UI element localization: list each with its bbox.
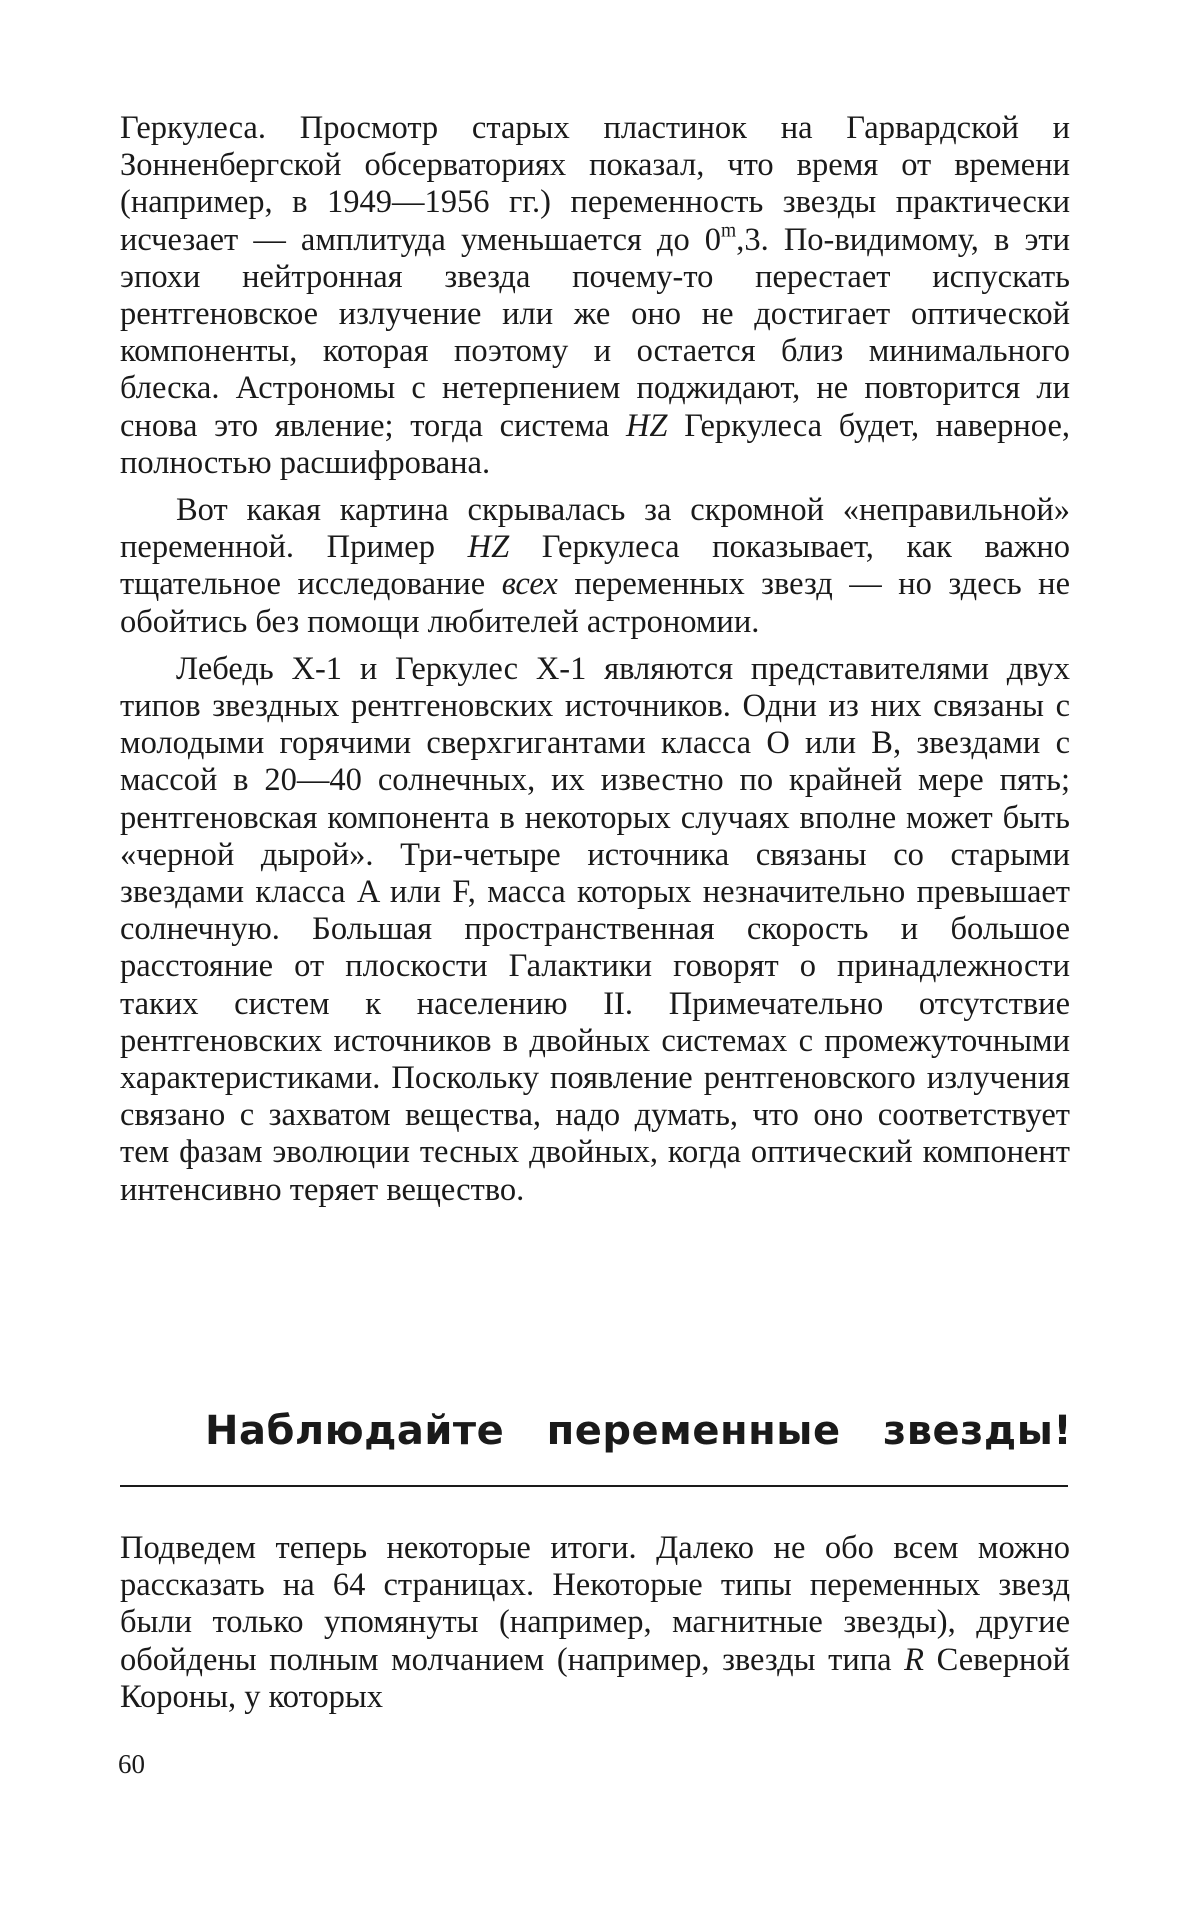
page-number: 60: [118, 1749, 145, 1779]
paragraph-1: [120, 110, 1070, 482]
main-text: [120, 110, 1070, 1209]
paragraph-2: [120, 492, 1070, 641]
section-heading: Наблюдайте переменные звезды!: [205, 1408, 1073, 1454]
italic-term: R: [904, 1641, 925, 1678]
paragraph-3: [120, 651, 1070, 1209]
text-run: Северной Короны, у которых: [120, 1641, 1070, 1715]
section-2-paragraph: [120, 1530, 1070, 1716]
text-run: Геркулеса. Просмотр старых пластинок на Гарвардской и Зонненбергской обсерваториях показал, что время от времени (например, в 1949—1956 гг.) переменность звезды практически исчезает — амплитуда уменьшается до 0: [120, 110, 1070, 258]
italic-term: всех: [501, 566, 558, 603]
text-run: Геркулеса будет, наверное, полностью расшифрована.: [120, 407, 1071, 481]
italic-term: HZ: [625, 407, 668, 444]
text-run: Вот какая картина скрывалась за скромной «неправильной» переменной. Пример: [120, 492, 1070, 566]
heading-rule: [120, 1485, 1068, 1487]
text-run: Подведем теперь некоторые итоги. Далеко не обо всем можно рассказать на 64 страницах. Некоторые типы переменных звезд были только упомянуты (например, магнитные звезды), другие обойдены полным молчанием (например, звезды типа: [120, 1530, 1070, 1678]
section-2-text: [120, 1530, 1070, 1716]
italic-term: HZ: [467, 529, 510, 566]
text-run: Лебедь X-1 и Геркулес X-1 являются представителями двух типов звездных рентгеновских источников. Одни из них связаны с молодыми горячими сверхгигантами класса O или B, звездами с массой в 20—40 солнечных, их известно по крайней мере пять; рентгеновская компонента в некоторых случаях вполне может быть «черной дырой». Три-четыре источника связаны со старыми звездами класса A или F, масса которых незначительно превышает солнечную. Большая пространственная скорость и большое расстояние от плоскости Галактики говорят о принадлежности таких систем к населению II. Примечательно отсутствие рентгеновских источников в двойных системах с промежуточными характеристиками. Поскольку появление рентгеновского излучения связано с захватом вещества, надо думать, что оно соответствует тем фазам эволюции тесных двойных, когда оптический компонент интенсивно теряет вещество.: [120, 650, 1070, 1208]
superscript-mark: m: [721, 219, 737, 241]
text-run: переменных звезд — но здесь не обойтись без помощи любителей астрономии.: [120, 566, 1070, 640]
text-run: ,3. По-видимому, в эти эпохи нейтронная звезда почему-то перестает испускать рентгеновское излучение или же оно не достигает оптической компоненты, которая поэтому и остается близ минимального блеска. Астрономы с нетерпением поджидают, не повторится ли снова это явление; тогда система: [120, 221, 1070, 444]
text-run: Геркулеса показывает, как важно тщательное исследование: [120, 529, 1070, 603]
